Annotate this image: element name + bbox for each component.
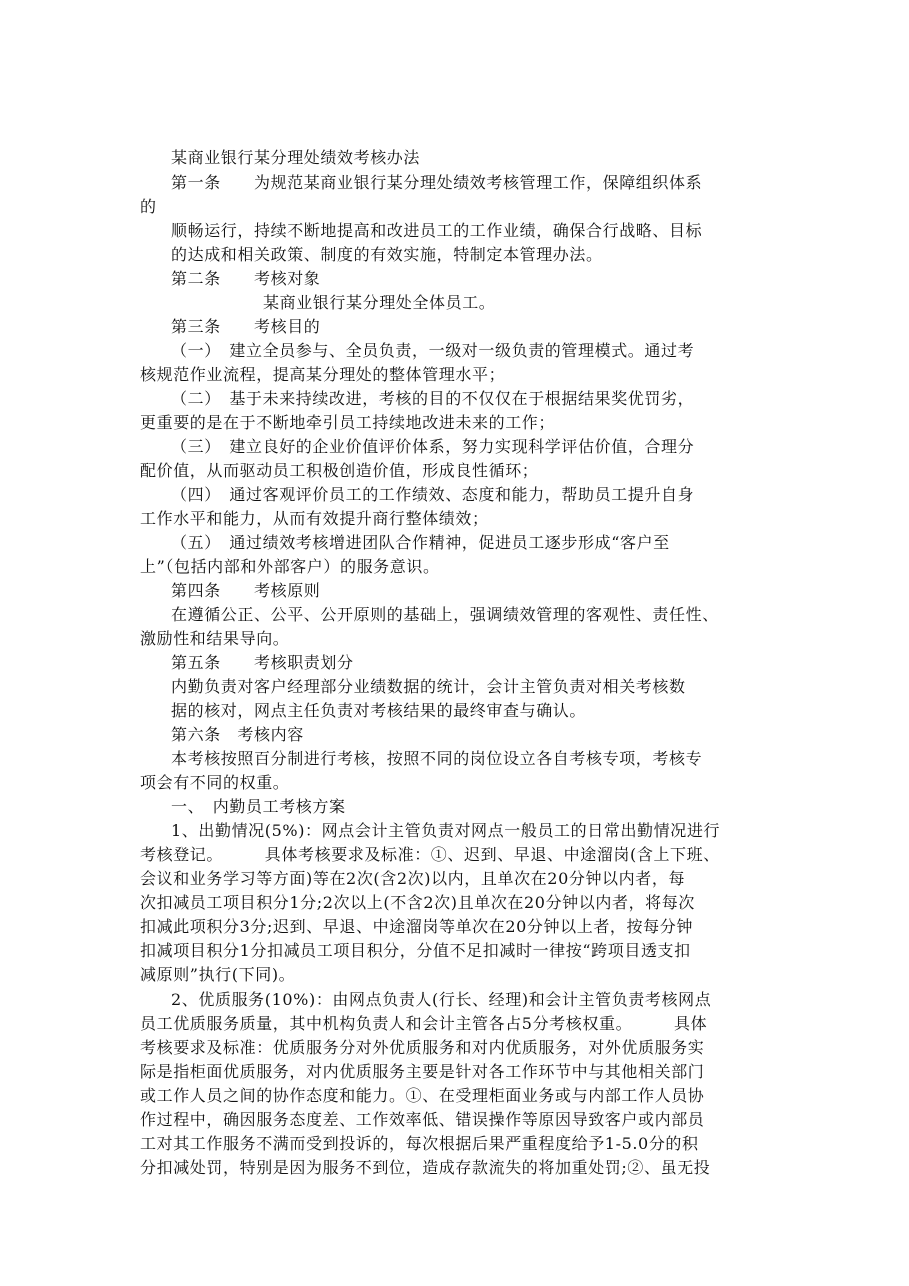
article-5-heading: 第五条 考核职责划分 xyxy=(171,653,354,672)
text-line: 本考核按照百分制进行考核，按照不同的岗位设立各自考核专项，考核专 xyxy=(171,749,703,768)
text-line: 据的核对，网点主任负责对考核结果的最终审查与确认。 xyxy=(171,701,587,720)
text-line: 配价值，从而驱动员工积极创造价值，形成良性循环； xyxy=(140,461,539,480)
text-line: 会议和业务学习等方面)等在2次(含2次)以内，且单次在20分钟以内者，每 xyxy=(140,869,686,888)
text-line: 分扣减处罚，特别是因为服务不到位，造成存款流失的将加重处罚;②、虽无投 xyxy=(140,1158,711,1177)
text-line: 作过程中，确因服务态度差、工作效率低、错误操作等原因导致客户或内部员 xyxy=(140,1110,705,1129)
text-line: 在遵循公正、公平、公开原则的基础上，强调绩效管理的客观性、责任性、 xyxy=(171,605,719,624)
text-line: （四） 通过客观评价员工的工作绩效、态度和能力，帮助员工提升自身 xyxy=(171,485,695,504)
section-heading: 一、 内勤员工考核方案 xyxy=(171,797,346,816)
text-line: 工作水平和能力，从而有效提升商行整体绩效； xyxy=(140,509,489,528)
text-line: 某商业银行某分理处全体员工。 xyxy=(263,293,496,312)
text-line: 激励性和结果导向。 xyxy=(140,629,290,648)
text-line: 项会有不同的权重。 xyxy=(140,773,290,792)
text-line: 核规范作业流程，提高某分理处的整体管理水平； xyxy=(140,365,506,384)
text-line: 的达成和相关政策、制度的有效实施，特制定本管理办法。 xyxy=(171,245,603,264)
text-line: 2、优质服务(10%)：由网点负责人(行长、经理)和会计主管负责考核网点 xyxy=(171,990,712,1009)
document-title: 某商业银行某分理处绩效考核办法 xyxy=(171,148,421,167)
text-line: 或工作人员之间的协作态度和能力。①、在受理柜面业务或与内部工作人员协 xyxy=(140,1086,705,1105)
text-line: （一） 建立全员参与、全员负责，一级对一级负责的管理模式。通过考 xyxy=(171,341,695,360)
text-line: 更重要的是在于不断地牵引员工持续地改进未来的工作； xyxy=(140,413,556,432)
text-line: 的 xyxy=(140,197,157,216)
text-line: 次扣减员工项目积分1分;2次以上(不含2次)且单次在20分钟以内者，将每次 xyxy=(140,893,695,912)
text-line: 扣减此项积分3分;迟到、早退、中途溜岗等单次在20分钟以上者，按每分钟 xyxy=(140,917,693,936)
text-line: 内勤负责对客户经理部分业绩数据的统计，会计主管负责对相关考核数 xyxy=(171,677,686,696)
text-line: 考核登记。 具体考核要求及标准：①、迟到、早退、中途溜岗(含上下班、 xyxy=(140,845,720,864)
text-line: （五） 通过绩效考核增进团队合作精神，促进员工逐步形成“客户至 xyxy=(171,533,670,552)
text-line: 考核要求及标准：优质服务分对外优质服务和对内优质服务，对外优质服务实 xyxy=(140,1038,705,1057)
text-line: 扣减项目积分1分扣减员工项目积分，分值不足扣减时一律按“跨项目透支扣 xyxy=(140,941,691,960)
text-line: 减原则”执行(下同)。 xyxy=(140,965,296,984)
text-line: （二） 基于未来持续改进，考核的目的不仅仅在于根据结果奖优罚劣， xyxy=(171,389,695,408)
article-6-heading: 第六条 考核内容 xyxy=(171,725,304,744)
text-line: 际是指柜面优质服务，对内优质服务主要是针对各工作环节中与其他相关部门 xyxy=(140,1062,705,1081)
text-line: 员工优质服务质量，其中机构负责人和会计主管各占5分考核权重。 具体 xyxy=(140,1014,708,1033)
text-line: 1、出勤情况(5%)：网点会计主管负责对网点一般员工的日常出勤情况进行 xyxy=(171,821,721,840)
text-line: 工对其工作服务不满而受到投诉的，每次根据后果严重程度给予1-5.0分的积 xyxy=(140,1134,699,1153)
text-line: （三） 建立良好的企业价值评价体系，努力实现科学评估价值，合理分 xyxy=(171,437,695,456)
article-4-heading: 第四条 考核原则 xyxy=(171,581,321,600)
article-2-heading: 第二条 考核对象 xyxy=(171,269,321,288)
article-3-heading: 第三条 考核目的 xyxy=(171,317,321,336)
text-line: 上”（包括内部和外部客户）的服务意识。 xyxy=(140,557,440,576)
text-line: 顺畅运行，持续不断地提高和改进员工的工作业绩，确保合行战略、目标 xyxy=(171,221,703,240)
article-1-heading: 第一条 为规范某商业银行某分理处绩效考核管理工作，保障组织体系 xyxy=(171,173,703,192)
